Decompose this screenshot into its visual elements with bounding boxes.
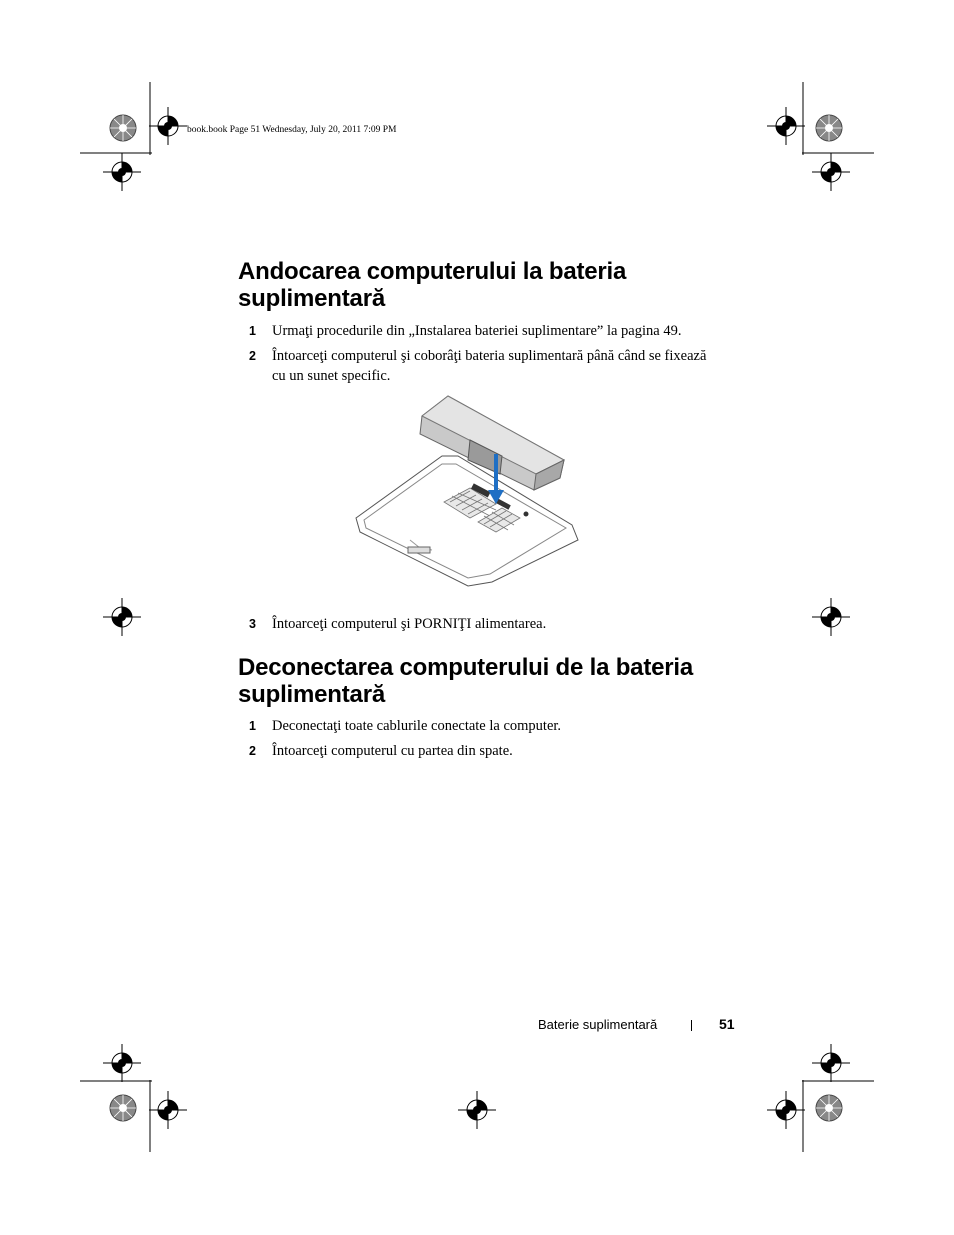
print-header: book.book Page 51 Wednesday, July 20, 2011 7:09 PM	[187, 125, 397, 135]
step-number: 3	[249, 617, 256, 631]
registration-mark	[812, 598, 850, 636]
registration-mark	[149, 107, 187, 145]
registration-mark	[767, 107, 805, 145]
step-number: 2	[249, 349, 256, 363]
title-line: Deconectarea computerului de la bateria	[238, 654, 694, 681]
registration-mark	[812, 1044, 850, 1082]
registration-mark	[103, 1044, 141, 1082]
registration-mark	[110, 1095, 136, 1121]
registration-mark	[149, 1091, 187, 1129]
footer-section-name: Baterie suplimentară	[538, 1017, 658, 1032]
title-line: suplimentară	[238, 285, 385, 312]
step-text-line: cu un sunet specific.	[272, 368, 391, 384]
step-text: Urmaţi procedurile din „Instalarea bateriei suplimentare” la pagina 49.	[272, 323, 682, 339]
registration-mark	[812, 153, 850, 191]
registration-mark	[816, 1095, 842, 1121]
title-line: suplimentară	[238, 681, 385, 708]
step-number: 1	[249, 324, 256, 338]
step-number: 1	[249, 719, 256, 733]
step-number: 2	[249, 744, 256, 758]
page-number: 51	[719, 1016, 735, 1032]
step-text: Deconectaţi toate cablurile conectate la computer.	[272, 718, 562, 734]
step-text: Întoarceţi computerul şi PORNIŢI alimentarea.	[272, 616, 547, 632]
registration-mark	[767, 1091, 805, 1129]
registration-mark	[103, 598, 141, 636]
registration-mark	[458, 1091, 496, 1129]
step-text: Întoarceţi computerul cu partea din spate.	[272, 743, 513, 759]
step-text-line: Întoarceţi computerul şi coborâţi bateria suplimentară până când se fixează	[272, 348, 707, 364]
registration-mark	[103, 153, 141, 191]
title-line: Andocarea computerului la bateria	[238, 258, 627, 285]
registration-mark	[110, 115, 136, 141]
registration-mark	[816, 115, 842, 141]
